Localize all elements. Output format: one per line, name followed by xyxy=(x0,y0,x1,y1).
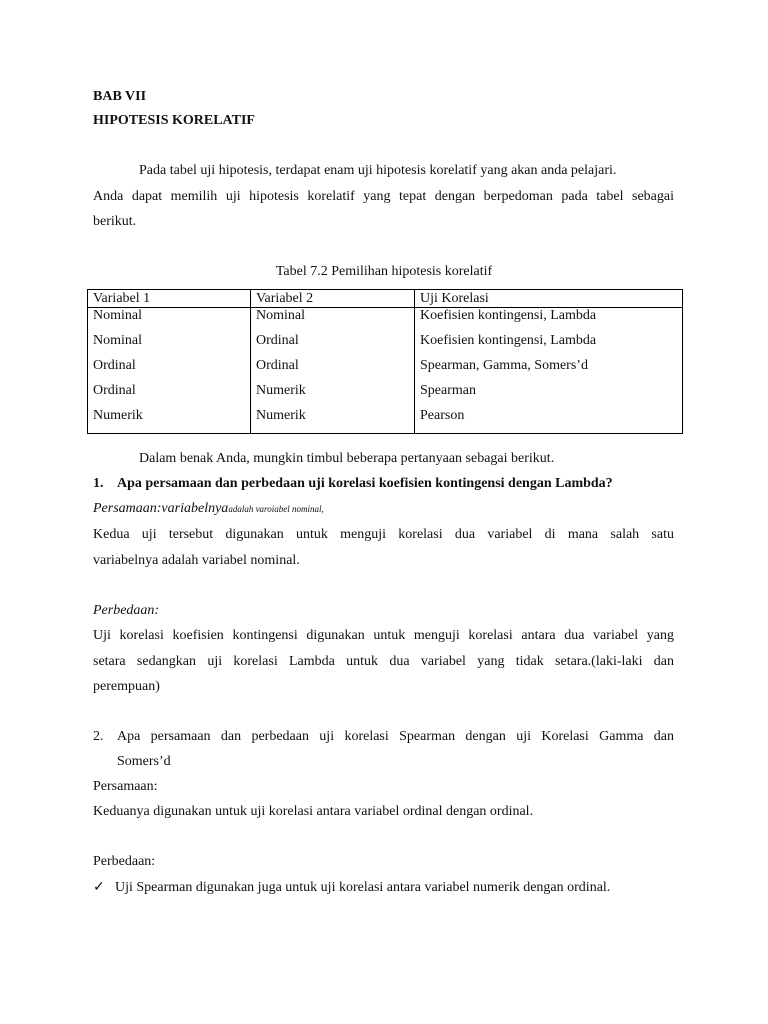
table-cell: Ordinal xyxy=(251,358,415,383)
column-header: Variabel 1 xyxy=(88,290,251,308)
q1-perbedaan-line-1: Uji korelasi koefisien kontingensi digunakan untuk menguji korelasi antara dua variabel yang xyxy=(93,628,674,643)
table-cell: Pearson xyxy=(415,408,683,434)
intro-line-3: berikut. xyxy=(93,214,137,229)
question-2-line-2: Somers’d xyxy=(117,754,171,769)
table-row xyxy=(88,308,683,334)
q2-bullet-item xyxy=(93,879,610,896)
q1-persamaan-label: Persamaan:variabelnya xyxy=(93,501,229,516)
q1-perbedaan-line-2: setara sedangkan uji korelasi Lambda untuk dua variabel yang tidak setara.(laki-laki dan xyxy=(93,654,674,669)
table-row xyxy=(88,408,683,434)
q2-perbedaan-label: Perbedaan: xyxy=(93,854,156,869)
q2-bullet-text: Uji Spearman digunakan juga untuk uji korelasi antara variabel numerik dengan ordinal. xyxy=(115,880,611,895)
q1-persamaan-note: adalah varoiabel nominal, xyxy=(228,504,324,514)
table-cell: Nominal xyxy=(88,333,251,358)
table-row xyxy=(88,383,683,408)
column-header: Variabel 2 xyxy=(251,290,415,308)
chapter-label: BAB VII xyxy=(93,89,147,104)
q1-perbedaan-label: Perbedaan: xyxy=(93,603,160,618)
question-2-number: 2. xyxy=(93,729,104,744)
correlation-table xyxy=(87,289,683,434)
intro-line-1: Pada tabel uji hipotesis, terdapat enam uji hipotesis korelatif yang akan anda pelajari. xyxy=(139,163,617,178)
q1-persamaan-heading xyxy=(93,501,324,517)
q1-perbedaan-line-3: perempuan) xyxy=(93,679,160,694)
table-caption: Tabel 7.2 Pemilihan hipotesis korelatif xyxy=(275,264,493,279)
table-cell: Spearman, Gamma, Somers’d xyxy=(415,358,683,383)
table-header-row xyxy=(88,290,683,308)
table-cell: Ordinal xyxy=(88,383,251,408)
chapter-title: HIPOTESIS KORELATIF xyxy=(93,113,255,128)
table-cell: Nominal xyxy=(251,308,415,334)
table-cell: Koefisien kontingensi, Lambda xyxy=(415,333,683,358)
table-cell: Spearman xyxy=(415,383,683,408)
column-header: Uji Korelasi xyxy=(415,290,683,308)
question-1-text: Apa persamaan dan perbedaan uji korelasi koefisien kontingensi dengan Lambda? xyxy=(117,476,613,491)
table-cell: Nominal xyxy=(88,308,251,334)
table-row xyxy=(88,358,683,383)
table-cell: Numerik xyxy=(251,408,415,434)
table-cell: Numerik xyxy=(88,408,251,434)
table-cell: Numerik xyxy=(251,383,415,408)
q2-persamaan-label: Persamaan: xyxy=(93,779,158,794)
table-cell: Koefisien kontingensi, Lambda xyxy=(415,308,683,334)
question-1-number: 1. xyxy=(93,476,104,491)
questions-lead: Dalam benak Anda, mungkin timbul beberapa pertanyaan sebagai berikut. xyxy=(139,451,555,466)
q2-persamaan-text: Keduanya digunakan untuk uji korelasi antara variabel ordinal dengan ordinal. xyxy=(93,804,534,819)
checkmark-icon: ✓ xyxy=(93,880,105,895)
question-2-line-1: Apa persamaan dan perbedaan uji korelasi Spearman dengan uji Korelasi Gamma dan xyxy=(117,729,674,744)
table-cell: Ordinal xyxy=(88,358,251,383)
table-cell: Ordinal xyxy=(251,333,415,358)
q1-persamaan-line-1: Kedua uji tersebut digunakan untuk menguji korelasi dua variabel di mana salah satu xyxy=(93,527,674,542)
table-row xyxy=(88,333,683,358)
q1-persamaan-line-2: variabelnya adalah variabel nominal. xyxy=(93,553,300,568)
intro-line-2: Anda dapat memilih uji hipotesis korelatif yang tepat dengan berpedoman pada tabel sebagai xyxy=(93,189,674,204)
